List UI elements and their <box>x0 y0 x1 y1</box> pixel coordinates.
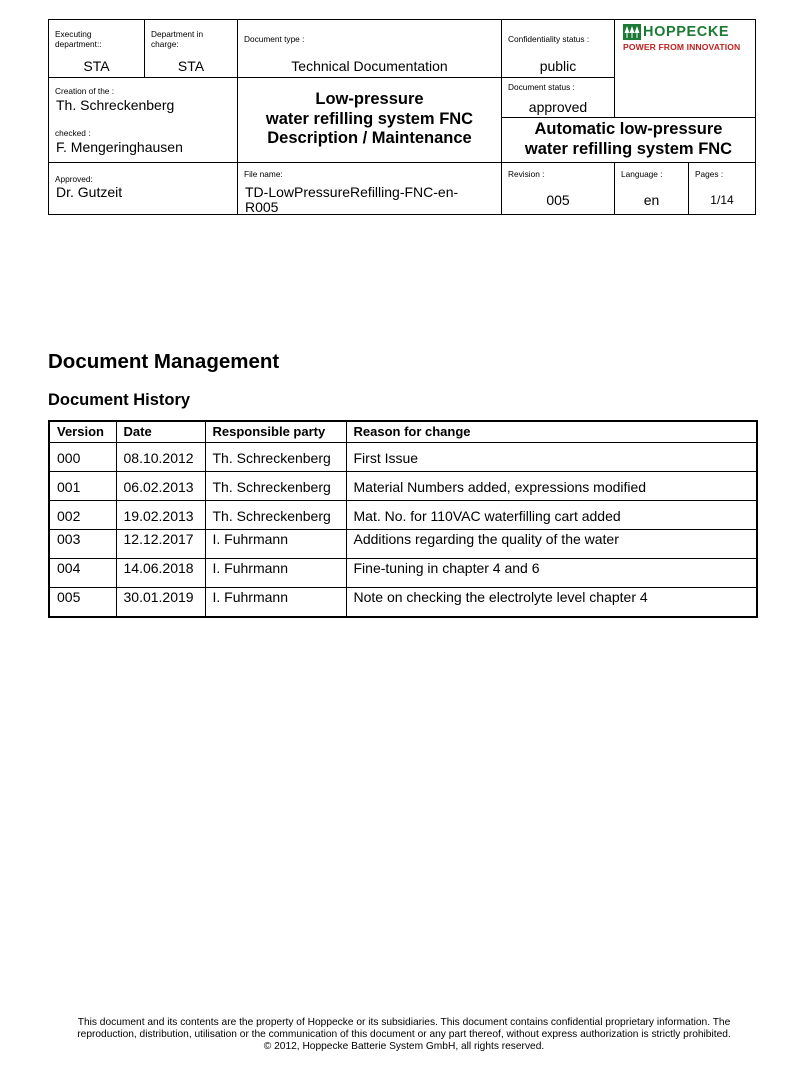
reason-cell: Note on checking the electrolyte level chapter 4 <box>346 588 757 617</box>
department-in-charge-cell <box>145 20 238 78</box>
creation-checked-cell <box>49 78 238 163</box>
approved-cell <box>49 163 238 215</box>
hoppecke-tree-icon <box>623 24 641 40</box>
reason-cell: First Issue <box>346 443 757 472</box>
document-type-value: Technical Documentation <box>291 58 448 74</box>
version-cell: 003 <box>49 530 116 559</box>
version-cell: 005 <box>49 588 116 617</box>
hoppecke-logo <box>623 24 753 54</box>
confidentiality-value: public <box>539 58 577 74</box>
version-cell: 001 <box>49 472 116 501</box>
footer-line-1: This document and its contents are the property of Hoppecke or its subsidiaries. This document contains confidential proprietary information. The <box>77 1017 731 1028</box>
reason-cell: Mat. No. for 110VAC waterfilling cart added <box>346 501 757 530</box>
column-header-responsible-party: Responsible party <box>205 421 346 443</box>
column-header-reason-for-change: Reason for change <box>346 421 757 443</box>
responsible-party-cell: Th. Schreckenberg <box>205 472 346 501</box>
table-row <box>49 472 757 501</box>
table-row <box>49 559 757 588</box>
document-title-cell <box>238 78 502 163</box>
document-status-cell <box>502 78 615 118</box>
document-title-line2: water refilling system FNC <box>265 110 474 128</box>
document-status-label: Document status : <box>508 82 575 92</box>
date-cell: 19.02.2013 <box>116 501 205 530</box>
language-cell <box>615 163 689 215</box>
revision-cell <box>502 163 615 215</box>
revision-value: 005 <box>546 192 570 208</box>
document-header-table <box>48 19 756 215</box>
version-cell: 004 <box>49 559 116 588</box>
version-cell: 002 <box>49 501 116 530</box>
document-title-line1: Low-pressure <box>315 90 424 108</box>
department-in-charge-label: Department in charge: <box>151 29 204 49</box>
logo-name: HOPPECKE <box>643 24 730 40</box>
responsible-party-cell: Th. Schreckenberg <box>205 501 346 530</box>
history-header-row <box>49 421 757 443</box>
responsible-party-cell: I. Fuhrmann <box>205 588 346 617</box>
document-management-heading: Document Management <box>48 350 280 373</box>
executing-department-label: Executing department:: <box>55 29 102 49</box>
document-type-cell <box>238 20 502 78</box>
file-name-line1: TD-LowPressureRefilling-FNC-en- <box>245 184 459 200</box>
executing-department-cell <box>49 20 145 78</box>
pages-value: 1/14 <box>710 193 734 207</box>
table-row <box>49 501 757 530</box>
date-cell: 14.06.2018 <box>116 559 205 588</box>
approved-value: Dr. Gutzeit <box>56 184 123 200</box>
pages-label: Pages : <box>695 169 724 179</box>
date-cell: 08.10.2012 <box>116 443 205 472</box>
file-name-cell <box>238 163 502 215</box>
reason-cell: Material Numbers added, expressions modified <box>346 472 757 501</box>
column-header-date: Date <box>116 421 205 443</box>
table-row <box>49 588 757 617</box>
language-label: Language : <box>621 169 663 179</box>
responsible-party-cell: I. Fuhrmann <box>205 559 346 588</box>
file-name-line2: R005 <box>245 199 279 215</box>
document-status-value: approved <box>528 99 588 115</box>
confidentiality-cell <box>502 20 615 78</box>
logo-tagline: POWER FROM INNOVATION <box>623 42 741 52</box>
footer-copyright: © 2012, Hoppecke Batterie System GmbH, all rights reserved. <box>263 1041 545 1052</box>
table-row <box>49 443 757 472</box>
executing-department-value: STA <box>83 58 110 74</box>
reason-cell: Additions regarding the quality of the water <box>346 530 757 559</box>
responsible-party-cell: Th. Schreckenberg <box>205 443 346 472</box>
department-in-charge-value: STA <box>177 58 205 74</box>
date-cell: 30.01.2019 <box>116 588 205 617</box>
language-value: en <box>643 192 660 208</box>
product-title-cell <box>502 118 756 163</box>
pages-cell <box>689 163 756 215</box>
document-history-table <box>48 420 758 618</box>
confidentiality-footer <box>0 1017 808 1053</box>
product-title-line2: water refilling system FNC <box>524 140 733 158</box>
company-logo-cell <box>615 20 756 118</box>
creation-label: Creation of the : <box>55 86 115 96</box>
confidentiality-label: Confidentiality status : <box>508 34 590 44</box>
date-cell: 06.02.2013 <box>116 472 205 501</box>
document-type-label: Document type : <box>244 34 305 44</box>
creation-value: Th. Schreckenberg <box>56 97 175 113</box>
approved-label: Approved: <box>55 174 93 184</box>
product-title-line1: Automatic low-pressure <box>534 120 723 138</box>
footer-line-2: reproduction, distribution, utilisation or the communication of this document or any part thereof, without express authorization is strictly prohibited. <box>77 1029 731 1040</box>
pages-current: 1 <box>710 193 717 207</box>
table-row <box>49 530 757 559</box>
document-history-heading: Document History <box>48 391 191 409</box>
column-header-version: Version <box>49 421 116 443</box>
document-title-line3: Description / Maintenance <box>267 129 472 147</box>
checked-value: F. Mengeringhausen <box>56 139 183 155</box>
checked-label: checked : <box>55 128 91 138</box>
reason-cell: Fine-tuning in chapter 4 and 6 <box>346 559 757 588</box>
file-name-label: File name: <box>244 169 283 179</box>
pages-total: 14 <box>720 193 734 207</box>
date-cell: 12.12.2017 <box>116 530 205 559</box>
responsible-party-cell: I. Fuhrmann <box>205 530 346 559</box>
version-cell: 000 <box>49 443 116 472</box>
revision-label: Revision : <box>508 169 545 179</box>
